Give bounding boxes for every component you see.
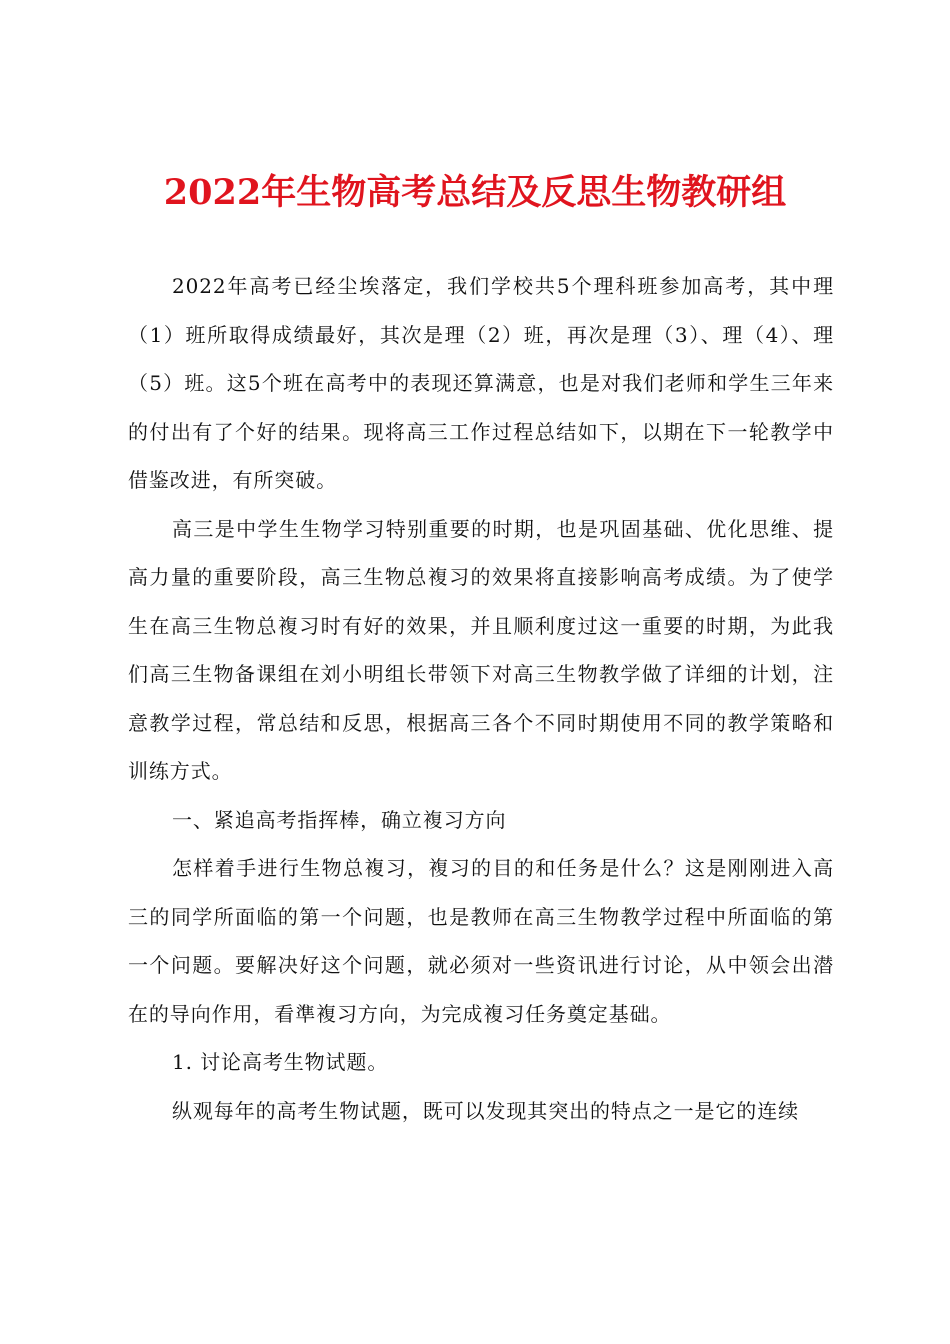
document-body xyxy=(128,262,834,1135)
paragraph-review-direction: 怎样着手进行生物总複习，複习的目的和任务是什么？这是刚刚进入高三的同学所面临的第一个问题，也是教师在高三生物教学过程中所面临的第一个问题。要解决好这个问题，就必须对一些资讯进行讨论，从中领会出潜在的导向作用，看準複习方向，为完成複习任务奠定基础。 xyxy=(128,856,834,1026)
section-heading-1: 一、紧追高考指挥棒，确立複习方向 xyxy=(172,807,507,832)
paragraph-exam-analysis: 纵观每年的高考生物试题，既可以发现其突出的特点之一是它的连续 xyxy=(172,1098,799,1123)
document-title: 2022年生物高考总结及反思生物教研组 xyxy=(163,172,787,213)
paragraph-intro: 2022年高考已经尘埃落定，我们学校共5个理科班参加高考，其中理（1）班所取得成绩最好，其次是理（2）班，再次是理（3）、理（4）、理（5）班。这5个班在高考中的表现还算满意，也是对我们老师和学生三年来的付出有了个好的结果。现将高三工作过程总结如下，以期在下一轮教学中借鉴改进，有所突破。 xyxy=(128,274,834,492)
subsection-heading-1: 1. 讨论高考生物试题。 xyxy=(172,1050,389,1074)
paragraph-senior-year: 高三是中学生生物学习特别重要的时期，也是巩固基础、优化思维、提高力量的重要阶段，高三生物总複习的效果将直接影响高考成绩。为了使学生在高三生物总複习时有好的效果，并且顺利度过这一重要的时期，为此我们高三生物备课组在刘小明组长带领下对高三生物教学做了详细的计划，注意教学过程，常总结和反思，根据高三各个不同时期使用不同的教学策略和训练方式。 xyxy=(128,516,834,783)
